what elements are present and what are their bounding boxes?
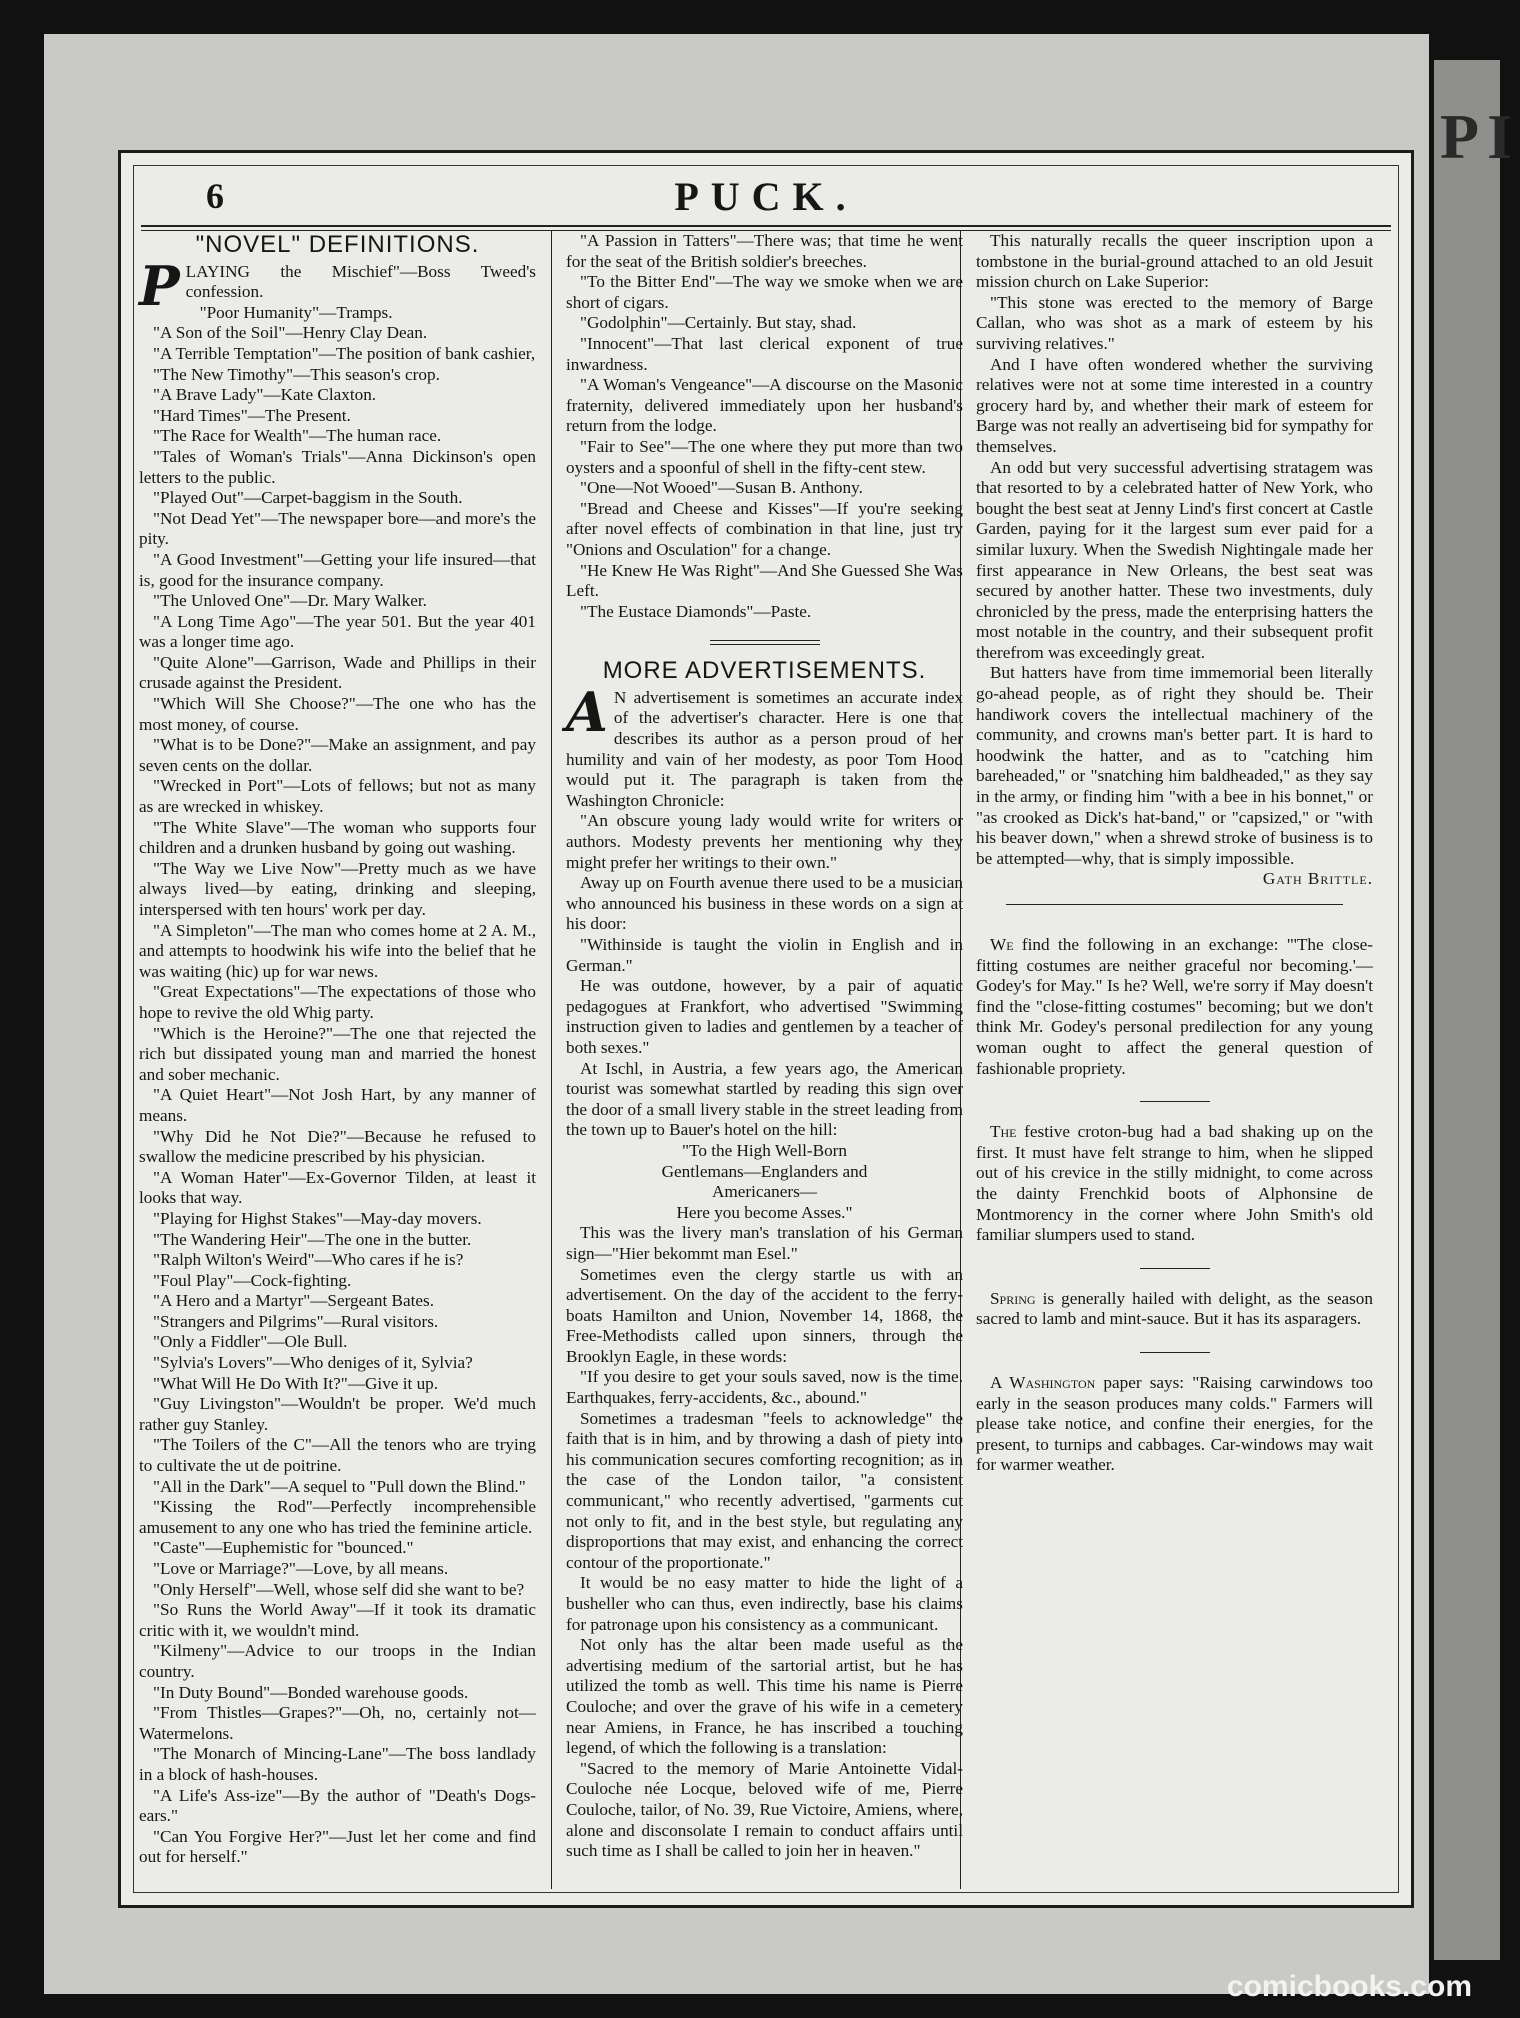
ads-paragraph: But hatters have from time immemorial been literally go-ahead people, as of right they should be. Their handiwork covers the intellectual machinery of the community, and crowns man's better part. It is hard to hoodwink the hatter, and as to "catching him bareheaded," or "snatching him baldheaded," as they say in the army, or finding him "with a bee in his bonnet," or "as crooked as Dick's hat-band," or "capsized," or "with his beaver down," when a shrewd stroke of business is to be attempted—why, that is simply impossible. — [976, 663, 1373, 868]
ads-paragraph: At Ischl, in Austria, a few years ago, the American tourist was somewhat startled by reading this sign over the door of a small livery stable in the street leading from the town up to Bauer's hotel on the hill: — [566, 1058, 963, 1140]
dropcap-letter: A — [566, 679, 608, 744]
novel-definition-item: "Guy Livingston"—Wouldn't be proper. We'd much rather guy Stanley. — [139, 1394, 536, 1434]
ads-paragraph: "This stone was erected to the memory of Barge Callan, who was shot as a mark of esteem by his surviving relatives." — [976, 292, 1373, 353]
ads-paragraph: "Withinside is taught the violin in English and in German." — [566, 935, 963, 975]
novel-definition-item: "Foul Play"—Cock-fighting. — [153, 1270, 352, 1290]
short-item-lead: We — [990, 935, 1014, 954]
section-divider — [1140, 1101, 1210, 1102]
novel-first-text: LAYING the Mischief"—Boss Tweed's confession. — [185, 261, 536, 302]
novel-definition-item: "A Woman's Vengeance"—A discourse on the Masonic fraternity, delivered immediately upon her husband's return from the lodge. — [566, 375, 963, 436]
novel-definition-item: "Kissing the Rod"—Perfectly incomprehensible amusement to any one who has tried the feminine article. — [139, 1497, 536, 1537]
novel-definition-item: "A Simpleton"—The man who comes home at 2 A. M., and attempts to hoodwink his wife into the belief that he was waiting (hic) up for war news. — [139, 920, 536, 981]
novel-definition-item: "Why Did he Not Die?"—Because he refused to swallow the medicine prescribed by his physician. — [139, 1126, 536, 1167]
novel-definition-item: "The Toilers of the C"—All the tenors who are trying to cultivate the ut de poitrine. — [139, 1435, 536, 1476]
masthead: PUCK. — [674, 174, 858, 219]
novel-definition-item: "Quite Alone"—Garrison, Wade and Phillips in their crusade against the President. — [139, 652, 536, 693]
short-item-text: find the following in an exchange: "'The close-fitting costumes are neither graceful nor becoming.'—Godey's for May." Is he? Well, we're sorry if May doesn't find the "close-fitting costumes" becoming; but we don't think Mr. Godey's personal predilection for any young woman ought to affect the general question of fashionable propriety. — [976, 935, 1373, 1078]
ads-paragraph: "An obscure young lady would write for writers or authors. Modesty prevents her mentioning why they might prefer her writings to their own." — [566, 811, 963, 872]
ads-first-paragraph — [566, 679, 963, 812]
novel-definition-item: "A Quiet Heart"—Not Josh Hart, by any manner of means. — [139, 1085, 536, 1125]
novel-definition-item: "To the Bitter End"—The way we smoke when we are short of cigars. — [566, 272, 963, 312]
adjacent-page-masthead: PI — [1440, 101, 1520, 172]
novel-definition-item: "One—Not Wooed"—Susan B. Anthony. — [580, 478, 863, 498]
short-item-lead: The — [990, 1122, 1017, 1142]
sign-verse-line: Americaners— — [712, 1182, 817, 1202]
short-item-text: festive croton-bug had a bad shaking up on the first. It must have felt strange to him, when he slipped out of his crevice in the stilly midnight, to come across the dainty Frenchkid boots of Alphonsine de Montmorency in the corner where John Smith's old familiar slumpers used to stand. — [976, 1122, 1373, 1245]
article-title-more-advertisements: MORE ADVERTISEMENTS. — [602, 657, 927, 685]
ads-paragraph: Sometimes even the clergy startle us with an advertisement. On the day of the accident to the ferry-boats Hamilton and Union, November 14, 1868, the Free-Methodists called upon sinners, through the Brooklyn Eagle, in these words: — [566, 1264, 963, 1366]
ads-paragraph: He was outdone, however, by a pair of aquatic pedagogues at Frankfort, who advertised "Swimming instruction given to ladies and gentlemen by a teacher of both sexes." — [566, 976, 963, 1057]
novel-definition-item: "Tales of Woman's Trials"—Anna Dickinson's open letters to the public. — [139, 446, 536, 487]
ads-paragraph: This was the livery man's translation of his German sign—"Hier bekommt man Esel." — [566, 1223, 963, 1263]
novel-definition-item: "Hard Times"—The Present. — [153, 405, 351, 425]
ads-paragraph: It would be no easy matter to hide the light of a busheller who can thus, even indirectly, base his claims for patronage upon his consistency as a communicant. — [566, 1573, 963, 1634]
novel-definition-item: "The Wandering Heir"—The one in the butter. — [153, 1229, 472, 1249]
article-title-novel-definitions: "NOVEL" DEFINITIONS. — [195, 231, 480, 258]
novel-definition-item: "Wrecked in Port"—Lots of fellows; but not as many as are wrecked in whiskey. — [139, 776, 536, 817]
novel-definition-item: "In Duty Bound"—Bonded warehouse goods. — [153, 1682, 469, 1702]
section-divider — [1006, 904, 1343, 905]
short-item-text: is generally hailed with delight, as the season sacred to lamb and mint-sauce. But it has its asparagers. — [976, 1288, 1373, 1329]
novel-definition-item: "He Knew He Was Right"—And She Guessed She Was Left. — [566, 560, 963, 601]
watermark: comicbooks.com — [1226, 1970, 1472, 2003]
author-signature: Gath Brittle. — [1262, 869, 1373, 889]
short-item — [976, 1373, 1373, 1476]
sign-verse-line: Here you become Asses." — [676, 1202, 853, 1222]
novel-definition-item: "The New Timothy"—This season's crop. — [153, 364, 440, 384]
novel-definition-item: "Godolphin"—Certainly. But stay, shad. — [580, 313, 857, 333]
novel-definition-item: "A Son of the Soil"—Henry Clay Dean. — [153, 323, 428, 343]
novel-definition-item: "The White Slave"—The woman who supports four children and a drunken husband by going out washing. — [139, 817, 536, 858]
short-item-lead: Spring — [990, 1288, 1036, 1308]
novel-definition-item: "Only Herself"—Well, whose self did she want to be? — [153, 1579, 525, 1599]
novel-definition-item: "Not Dead Yet"—The newspaper bore—and more's the pity. — [139, 508, 536, 549]
novel-definition-item: "Bread and Cheese and Kisses"—If you're seeking after novel effects of combination in that line, just try "Onions and Osculation" for a change. — [566, 498, 963, 559]
column-1 — [139, 231, 536, 1889]
novel-definition-item: "The Monarch of Mincing-Lane"—The boss landlady in a block of hash-houses. — [139, 1744, 536, 1784]
novel-definition-item: "The Way we Live Now"—Pretty much as we have always lived—by eating, drinking and sleeping, interspersed with ten hours' work per day. — [139, 858, 536, 919]
novel-definition-item: "A Passion in Tatters"—There was; that time he went for the seat of the British soldier's breeches. — [566, 231, 963, 271]
short-item — [976, 935, 1373, 1079]
novel-definition-item: "The Unloved One"—Dr. Mary Walker. — [153, 591, 427, 611]
novel-definition-item: "A Good Investment"—Getting your life insured—that is, good for the insurance company. — [139, 549, 536, 590]
short-item — [976, 1122, 1373, 1246]
novel-definition-item: "A Long Time Ago"—The year 501. But the year 401 was a longer time ago. — [139, 611, 536, 652]
ads-paragraph: Away up on Fourth avenue there used to be a musician who announced his business in these words on a sign at his door: — [566, 873, 963, 934]
sign-verse-line: Gentlemans—Englanders and — [661, 1161, 868, 1181]
section-divider — [710, 640, 820, 645]
novel-definition-item: "The Race for Wealth"—The human race. — [153, 426, 442, 446]
ads-first-text: N advertisement is sometimes an accurate index of the advertiser's character. Here is one that describes its author as a person proud of her humility and vain of her modesty, as poor Tom Hood would put it. The paragraph is taken from the Washington Chronicle: — [566, 687, 963, 810]
novel-definition-item: "What is to be Done?"—Make an assignment, and pay seven cents on the dollar. — [139, 735, 536, 775]
column-3 — [976, 231, 1373, 1889]
novel-definition-item: "A Brave Lady"—Kate Claxton. — [153, 385, 377, 405]
novel-definition-item: "Kilmeny"—Advice to our troops in the Indian country. — [139, 1641, 536, 1681]
adjacent-page-edge — [1434, 60, 1520, 1960]
novel-definition-item: "Can You Forgive Her?"—Just let her come and find out for herself." — [139, 1826, 536, 1867]
ads-paragraph: "If you desire to get your souls saved, now is the time. Earthquakes, ferry-accidents, &c., abound." — [566, 1367, 963, 1408]
column-2 — [566, 231, 963, 1889]
novel-definition-item: "A Life's Ass-ize"—By the author of "Death's Dogs-ears." — [139, 1785, 536, 1826]
ads-paragraph: An odd but very successful advertising stratagem was that resorted to by a celebrated hatter of New York, who bought the best seat at Jenny Lind's first concert at Castle Garden, paying for it the largest sum ever paid for a similar luxury. When the Swedish Nightingale made her first appearance in New Orleans, the best seat was secured by another hatter. These two investments, duly chronicled by the press, made the enterprising hatters the most notable in the country, and their subsequent profit therefrom was exceedingly great. — [976, 457, 1373, 662]
novel-definition-item: "Strangers and Pilgrims"—Rural visitors. — [153, 1311, 439, 1331]
novel-definition-item: "A Hero and a Martyr"—Sergeant Bates. — [153, 1291, 434, 1311]
novel-definition-item: "Sylvia's Lovers"—Who deniges of it, Sylvia? — [153, 1353, 473, 1373]
novel-definition-item: "Which Will She Choose?"—The one who has the most money, of course. — [139, 694, 536, 734]
novel-definition-item: "Fair to See"—The one where they put more than two oysters and a spoonful of shell in the fifty-cent stew. — [566, 436, 963, 477]
novel-definition-item: "Caste"—Euphemistic for "bounced." — [153, 1538, 414, 1558]
short-item-text: paper says: "Raising carwindows too early in the season produces many colds." Farmers will please take notice, and confine their energies, for the present, to turnips and cabbages. Car-windows may wait for warmer weather. — [976, 1372, 1373, 1475]
novel-definition-item: "Only a Fiddler"—Ole Bull. — [153, 1332, 348, 1352]
sign-verse-line: "To the High Well-Born — [682, 1140, 847, 1160]
novel-definition-item: "A Terrible Temptation"—The position of bank cashier, — [153, 343, 536, 363]
ads-paragraph: "Sacred to the memory of Marie Antoinette Vidal-Couloche née Locque, beloved wife of me, Pierre Couloche, tailor, of No. 39, Rue Victoire, Amiens, where, alone and disconsolate I remain to conduct affairs until such time as I shall be called to join her in heaven." — [566, 1758, 963, 1861]
novel-definition-item: "Poor Humanity"—Tramps. — [199, 302, 393, 322]
ads-paragraph: Sometimes a tradesman "feels to acknowledge" the faith that is in him, and by throwing a dash of piety into his communication secures comforting recognition; as in the case of the London tailor, "a consistent communicant," who recently advertised, "garments cut not only to fit, and in the best style, but regulating any disproportions that may exist, and enhancing the correct contour of the proportionate." — [566, 1408, 963, 1572]
novel-definition-item: "Innocent"—That last clerical exponent of true inwardness. — [566, 333, 963, 374]
novel-definition-item: "The Eustace Diamonds"—Paste. — [580, 601, 812, 621]
novel-definition-item: "All in the Dark"—A sequel to "Pull down the Blind." — [153, 1476, 526, 1496]
ads-paragraph: And I have often wondered whether the surviving relatives were not at some time interested in a country grocery hard by, and whether their mark of esteem for Barge was not really an advertiseing bid for sympathy for themselves. — [976, 354, 1373, 456]
novel-definition-item: "From Thistles—Grapes?"—Oh, no, certainly not—Watermelons. — [139, 1703, 536, 1743]
ads-paragraph: Not only has the altar been made useful as the advertising medium of the sartorial artist, but he has utilized the tomb as well. This time his name is Pierre Couloche; and over the grave of his wife in a cemetery near Amiens, in France, he has inscribed a touching legend, of which the following is a translation: — [566, 1635, 963, 1758]
novel-definition-item: "What Will He Do With It?"—Give it up. — [153, 1373, 439, 1393]
novel-definition-item: "Played Out"—Carpet-baggism in the South. — [153, 488, 463, 508]
novel-definition-item: "Great Expectations"—The expectations of those who hope to revive the old Whig party. — [139, 982, 536, 1022]
column-rule-1 — [551, 231, 552, 1889]
short-item-lead: A Washington — [990, 1372, 1096, 1392]
novel-definition-item: "Love or Marriage?"—Love, by all means. — [153, 1559, 449, 1578]
dropcap-letter: P — [139, 253, 180, 318]
short-item — [976, 1289, 1373, 1330]
novel-definition-item: "Ralph Wilton's Weird"—Who cares if he is? — [153, 1250, 464, 1270]
page-number: 6 — [206, 176, 224, 216]
novel-definition-item: "So Runs the World Away"—If it took its dramatic critic with it, we wouldn't mind. — [139, 1600, 536, 1640]
novel-definition-item: "A Woman Hater"—Ex-Governor Tilden, at least it looks that way. — [139, 1167, 536, 1208]
ads-paragraph: This naturally recalls the queer inscription upon a tombstone in the burial-ground attached to an old Jesuit mission church on Lake Superior: — [976, 231, 1373, 292]
newspaper-page — [118, 150, 1414, 1908]
section-divider — [1140, 1352, 1210, 1353]
novel-definition-item: "Which is the Heroine?"—The one that rejected the rich but dissipated young man and married the honest and sober mechanic. — [139, 1023, 536, 1084]
section-divider — [1140, 1268, 1210, 1269]
novel-definition-item: "Playing for Highst Stakes"—May-day movers. — [153, 1208, 482, 1228]
